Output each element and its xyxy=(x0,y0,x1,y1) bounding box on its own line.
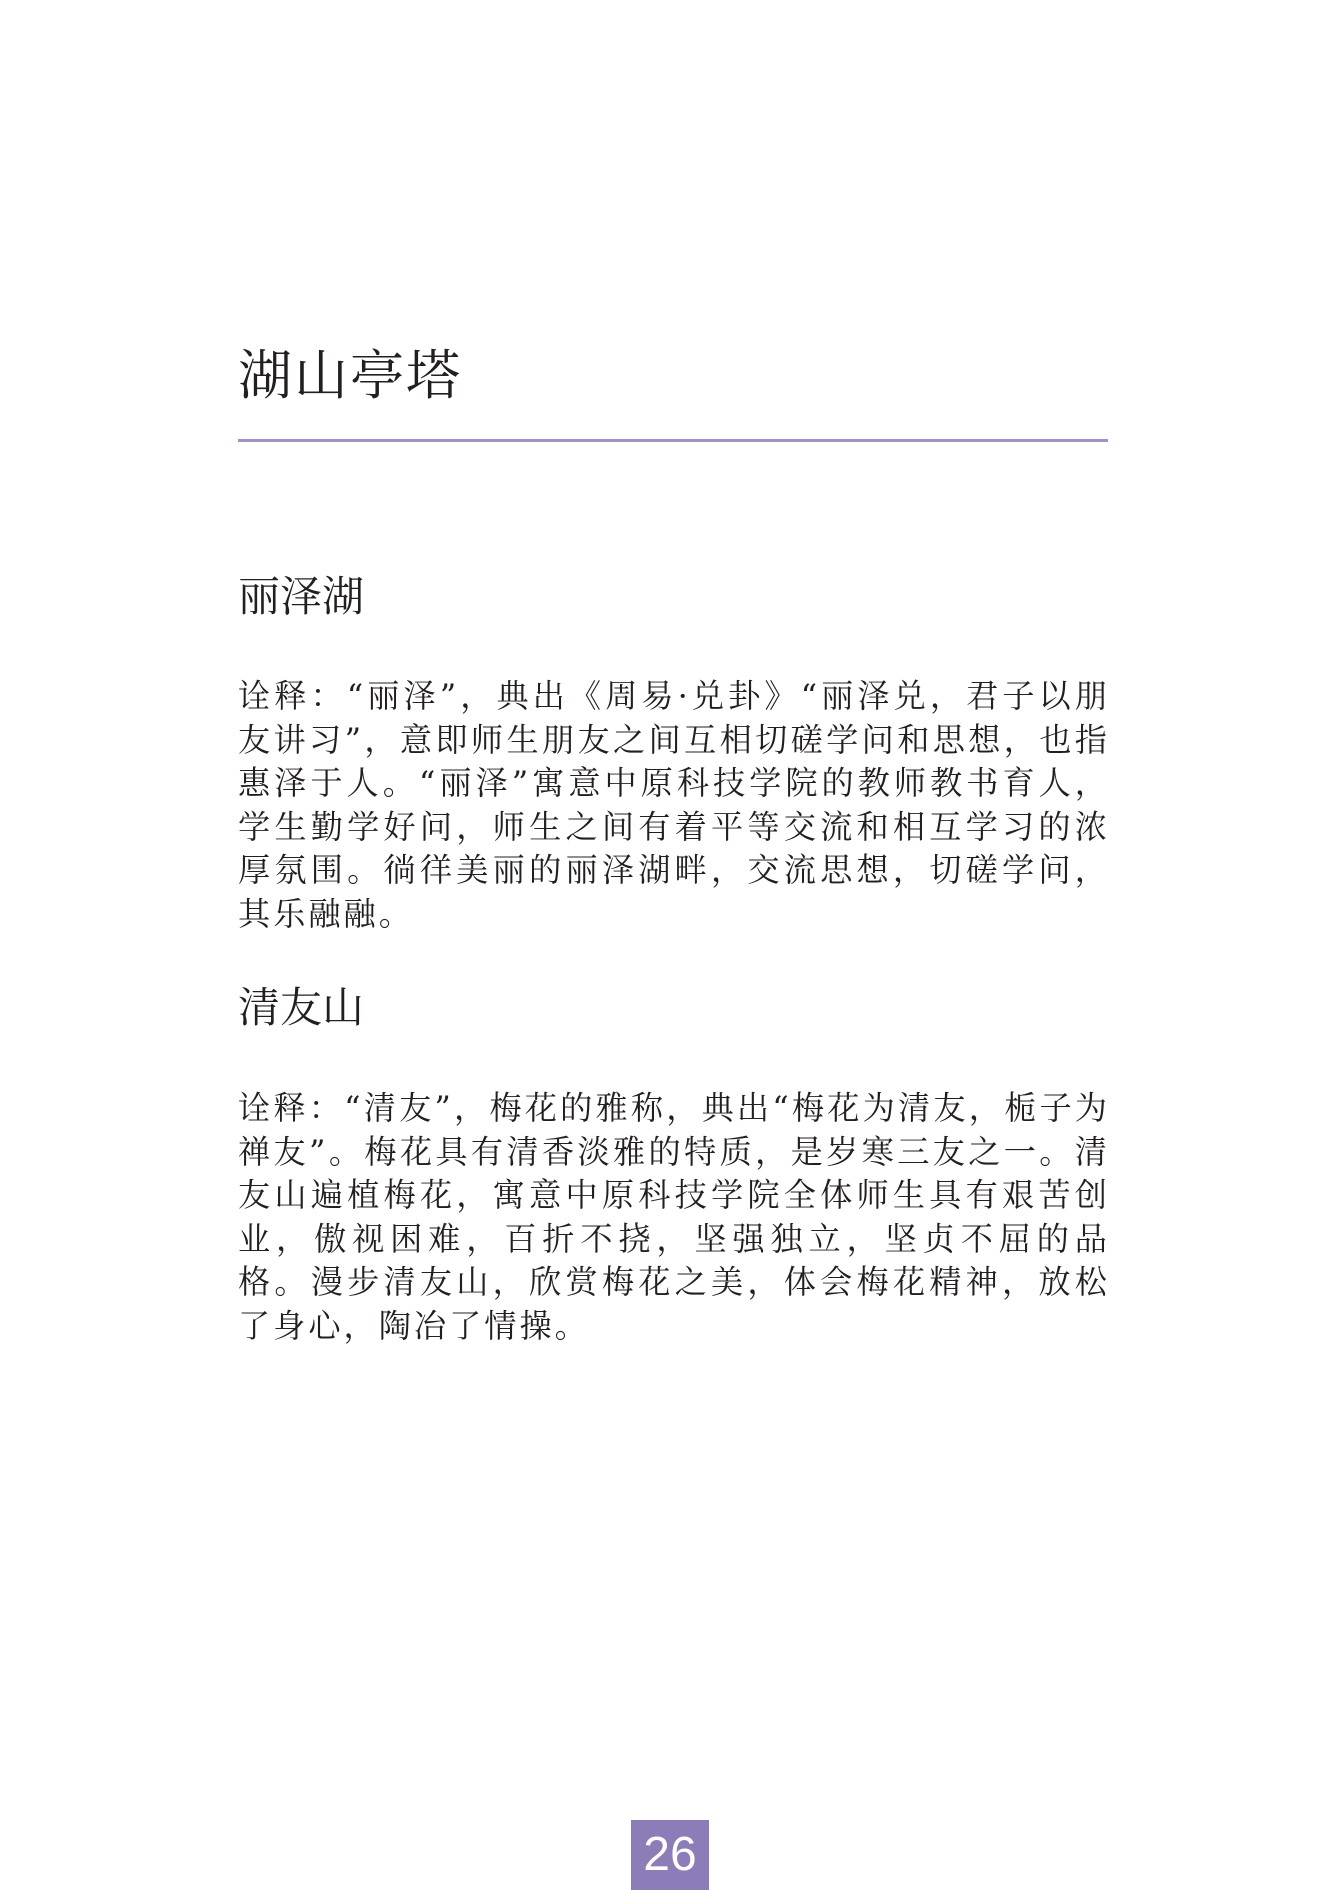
section-heading-qingyou-hill: 清友山 xyxy=(238,983,365,1032)
section-heading-lize-lake: 丽泽湖 xyxy=(238,572,365,621)
page-title: 湖山亭塔 xyxy=(238,344,462,407)
page-number-badge: 26 xyxy=(631,1820,709,1890)
section-body-qingyou-hill: 诠释：“清友”，梅花的雅称，典出“梅花为清友，栀子为禅友”。梅花具有清香淡雅的特质，是岁寒三友之一。清友山遍植梅花，寓意中原科技学院全体师生具有艰苦创业，傲视困难，百折不挠，坚强独立，坚贞不屈的品格。漫步清友山，欣赏梅花之美，体会梅花精神，放松了身心，陶冶了情操。 xyxy=(238,1089,1110,1345)
section-body-lize-lake: 诠释：“丽泽”，典出《周易·兑卦》“丽泽兑，君子以朋友讲习”，意即师生朋友之间互相切磋学问和思想，也指惠泽于人。“丽泽”寓意中原科技学院的教师教书育人，学生勤学好问，师生之间有着平等交流和相互学习的浓厚氛围。徜徉美丽的丽泽湖畔，交流思想，切磋学问，其乐融融。 xyxy=(238,677,1110,933)
title-divider xyxy=(238,439,1108,442)
